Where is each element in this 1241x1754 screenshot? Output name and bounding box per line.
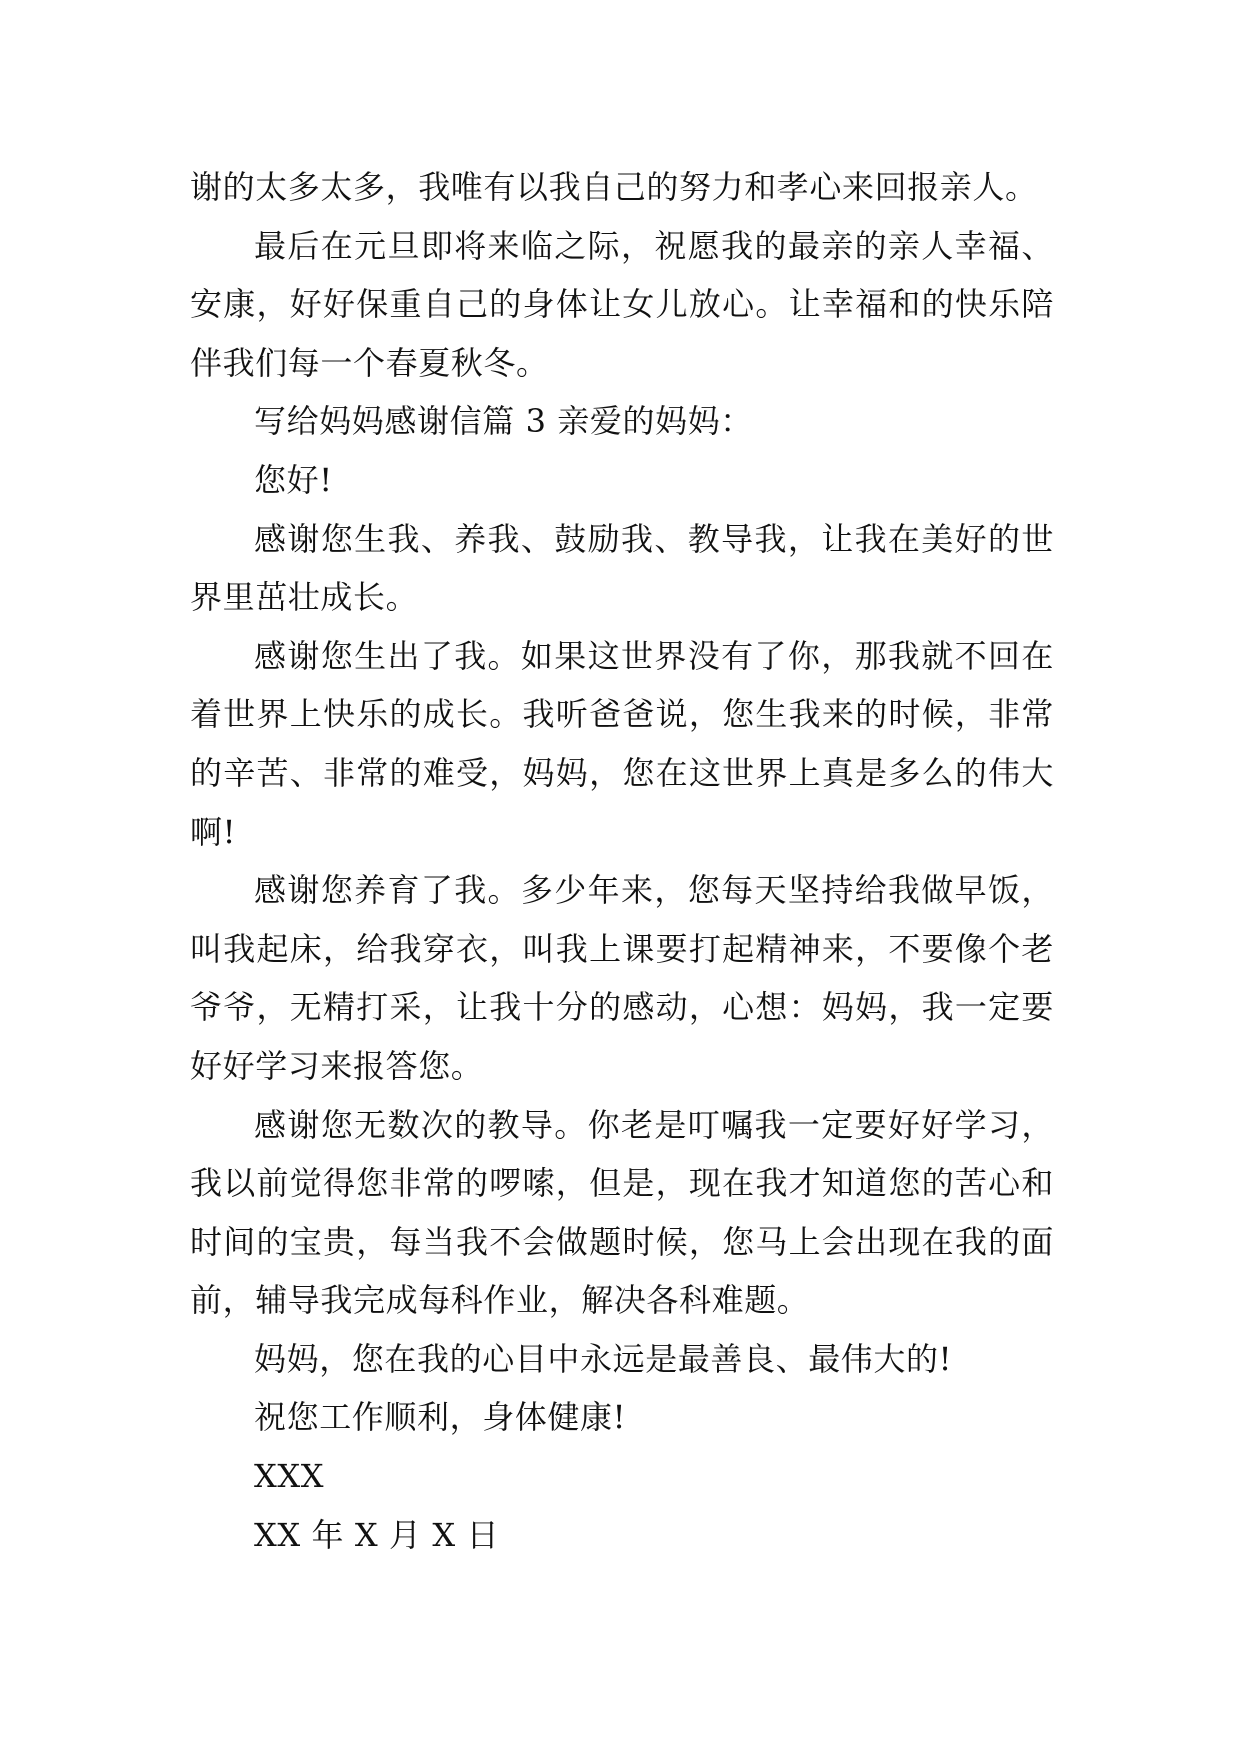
letter-greeting: 您好! — [254, 460, 333, 499]
paragraph-new-year-wishes: 最后在元旦即将来临之际，祝愿我的最亲的亲人幸福、安康，好好保重自己的身体让女儿放心。让幸福和的快乐陪伴我们每一个春夏秋冬。 — [190, 226, 1054, 382]
document-page — [190, 158, 1054, 1564]
paragraph-thanks-teaching: 感谢您无数次的教导。你老是叮嘱我一定要好好学习，我以前觉得您非常的啰嗦，但是，现在我才知道您的苦心和时间的宝贵，每当我不会做题时候，您马上会出现在我的面前，辅导我完成每科作业，解决各科难题。 — [190, 1105, 1054, 1320]
paragraph-wishes: 祝您工作顺利，身体健康! — [254, 1398, 627, 1437]
paragraph-praise: 妈妈，您在我的心目中永远是最善良、最伟大的! — [254, 1339, 953, 1378]
date-line: XX 年 X 月 X 日 — [254, 1515, 500, 1554]
paragraph-thanks-birth: 感谢您生出了我。如果这世界没有了你，那我就不回在着世界上快乐的成长。我听爸爸说，您生我来的时候，非常的辛苦、非常的难受，妈妈，您在这世界上真是多么的伟大啊! — [190, 636, 1054, 851]
paragraph-thanks-intro: 感谢您生我、养我、鼓励我、教导我，让我在美好的世界里茁壮成长。 — [190, 519, 1054, 617]
signature: XXX — [254, 1457, 325, 1496]
letter-heading: 写给妈妈感谢信篇 3 亲爱的妈妈： — [254, 402, 753, 441]
paragraph-closing-thanks: 谢的太多太多，我唯有以我自己的努力和孝心来回报亲人。 — [190, 168, 1038, 206]
paragraph-thanks-upbringing: 感谢您养育了我。多少年来，您每天坚持给我做早饭，叫我起床，给我穿衣，叫我上课要打起精神来，不要像个老爷爷，无精打采，让我十分的感动，心想：妈妈，我一定要好好学习来报答您。 — [190, 871, 1054, 1085]
